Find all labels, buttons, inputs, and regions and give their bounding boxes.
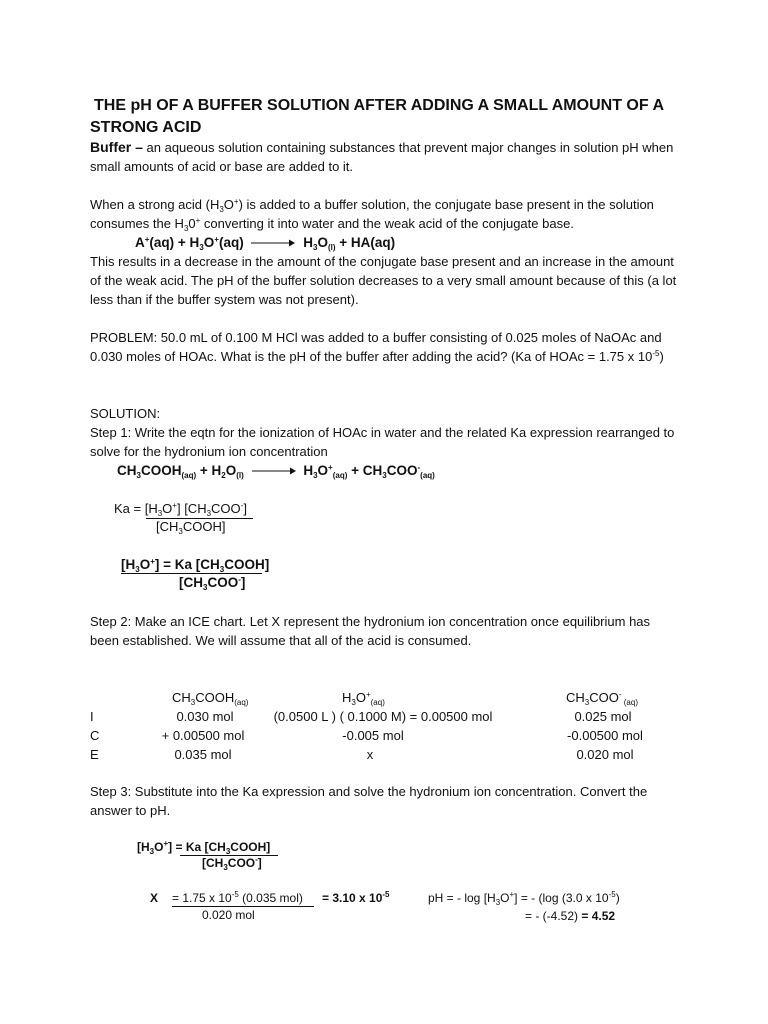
ph-d: ) (615, 891, 620, 905)
sup-plus: + (150, 557, 155, 566)
ka-coo: COO (211, 501, 241, 516)
sub-3: 3 (584, 698, 590, 707)
ice-cell: 0.020 mol (576, 747, 634, 762)
ice-cell: + 0.00500 mol (161, 728, 245, 743)
sub-3: 3 (157, 509, 163, 518)
sup-plus: + (365, 690, 371, 699)
ph-calculation-line1 (428, 889, 620, 908)
sup-minus: - (240, 501, 244, 510)
para1-text-a: When a strong acid (H (90, 197, 220, 212)
h3o-expression-denominator (179, 573, 245, 592)
ka-mid: ] [CH (176, 501, 207, 516)
final-num-b: (0.035 mol) (238, 891, 303, 905)
ice-label: C (90, 728, 100, 743)
ice-h1a: CH (172, 690, 191, 705)
ice-label: E (90, 747, 99, 762)
h3o-c: ] = Ka [CH (154, 557, 220, 572)
ice-cell: x (366, 747, 374, 762)
sup-minus: - (618, 690, 622, 699)
s3-den-c: ] (257, 856, 262, 870)
ph-c: ] = - (log (3.0 x 10 (514, 891, 609, 905)
para1-text-d: 0 (188, 216, 196, 231)
sub-3: 3 (135, 565, 140, 574)
sub-3: 3 (225, 847, 231, 856)
sup-plus: + (195, 216, 201, 225)
sub-3: 3 (183, 224, 189, 233)
rxn1-p4: + HA(aq) (335, 235, 396, 250)
rxn2-p6: (aq) (420, 471, 435, 480)
ice-cell: 0.025 mol (574, 709, 632, 724)
rxn1-a1: A (135, 235, 145, 250)
ph-calculation-line2 (525, 907, 615, 926)
solution-label: SOLUTION: (90, 406, 161, 421)
step-3: Step 3: Substitute into the Ka expression and solve the hydronium ion concentration. Convert the answer to pH. (90, 784, 648, 818)
ice-header-h3o (342, 688, 385, 707)
ice-h2a: H (342, 690, 352, 705)
rxn2-r1: CH (117, 463, 137, 478)
step-1: Step 1: Write the eqtn for the ionization of HOAc in water and the related Ka expression rearranged to solve for the hydronium ion concentration (90, 425, 675, 459)
ph-exp: -5 (608, 890, 616, 899)
sup-plus: + (509, 890, 515, 899)
rxn2-r2: COOH (140, 463, 182, 478)
s3-c: ] = Ka [CH (168, 840, 226, 854)
final-result-exp: -5 (382, 890, 390, 899)
rxn2-r5: O (225, 463, 237, 478)
ph-a: pH = - log [H (428, 891, 496, 905)
rxn2-p3: (aq) (332, 471, 348, 480)
final-num-exp: -5 (231, 890, 239, 899)
sub-3: 3 (382, 471, 387, 480)
problem-text: PROBLEM: 50.0 mL of 0.100 M HCl was added to a buffer consisting of 0.025 moles of NaOAc and 0.030 moles of HOAc. What is the pH of the buffer after adding the acid? (Ka of HOAc = 1.75 x 10 (90, 330, 662, 364)
ice-cell: 0.035 mol (174, 747, 232, 762)
rxn1-a2: (aq) + H (149, 235, 200, 250)
sub-3: 3 (149, 847, 155, 856)
h3o-d: COOH] (224, 557, 270, 572)
s3-den-b: COO (227, 856, 256, 870)
sup-minus: - (238, 575, 241, 584)
s3-b: O (154, 840, 164, 854)
sub-2: 2 (221, 471, 226, 480)
ka-o: O (162, 501, 173, 516)
ice-header-ch3coo (566, 688, 638, 707)
rxn1-a4: (aq) (218, 235, 244, 250)
ka-expression-numerator (114, 499, 247, 518)
problem-exp: -5 (652, 349, 660, 358)
buffer-definition (90, 138, 680, 176)
ice-h1b: COOH (195, 690, 235, 705)
sup-minus: - (417, 463, 421, 472)
ice-cell: 0.030 mol (176, 709, 234, 724)
sup-plus: + (172, 501, 177, 510)
sub-3: 3 (206, 509, 212, 518)
reaction-arrow-icon (251, 239, 295, 247)
step3-h3o-denominator (202, 854, 262, 873)
h3o-den-c: ] (240, 575, 246, 590)
buffer-def-text: an aqueous solution containing substances that prevent major changes in solution pH when small amounts of acid or base are added to it. (90, 140, 674, 174)
sub-3: 3 (313, 471, 318, 480)
ph2-a: = - (-4.52) (525, 909, 582, 923)
final-num-a: = 1.75 x 10 (172, 891, 232, 905)
rxn2-r6: (l) (236, 471, 244, 480)
rxn2-r3: (aq) (181, 471, 197, 480)
final-result (322, 889, 390, 908)
ice-label: I (90, 709, 94, 724)
sub-3: 3 (178, 527, 183, 536)
problem-end: ) (659, 349, 664, 364)
para1-text-b: O (223, 197, 234, 212)
rxn2-r4: + H (196, 463, 222, 478)
ice-h3a: CH (566, 690, 585, 705)
problem-statement (90, 328, 680, 366)
ice-header-ch3cooh (172, 688, 248, 707)
sup-plus: + (328, 463, 333, 472)
buffer-term: Buffer – (90, 139, 143, 155)
step-2: Step 2: Make an ICE chart. Let X represent the hydronium ion concentration once equilibrium has been established. We will assume that all of the acid is consumed. (90, 614, 651, 648)
h3o-den-b: COO (207, 575, 239, 590)
reaction-ionization (117, 461, 435, 480)
sub-3: 3 (219, 565, 225, 574)
s3-den-a: [CH (202, 856, 224, 870)
ice-h2c: (aq) (370, 698, 385, 707)
reaction-acid-base (135, 233, 395, 252)
ka-expression-denominator (156, 517, 225, 536)
ice-h1c: (aq) (234, 698, 249, 707)
sub-3: 3 (199, 243, 204, 252)
h3o-den-a: [CH (179, 575, 203, 590)
sub-3: 3 (219, 205, 224, 214)
paragraph-strong-acid (90, 195, 680, 233)
sub-3: 3 (190, 698, 196, 707)
ka-den-b: COOH] (182, 519, 226, 534)
sup-minus: - (255, 855, 258, 864)
rxn1-a3: O (203, 235, 215, 250)
reaction-arrow-icon (252, 467, 296, 475)
ka-den-a: [CH (156, 519, 179, 534)
sub-2: 3 (312, 243, 318, 252)
sub-3: 3 (223, 863, 228, 872)
ice-h3c: (aq) (621, 698, 638, 707)
ice-cell: (0.0500 L ) ( 0.1000 M) = 0.00500 mol (273, 709, 493, 724)
s3-a: [H (137, 840, 150, 854)
ice-cell: -0.005 mol (342, 728, 404, 743)
title-line-1: THE pH OF A BUFFER SOLUTION AFTER ADDING A SMALL AMOUNT OF A (94, 97, 665, 114)
ice-cell: -0.00500 mol (567, 728, 643, 743)
ice-h2b: O (355, 690, 366, 705)
sup-plus: + (233, 197, 239, 206)
sup-plus: + (163, 839, 169, 848)
h3o-b: O (139, 557, 151, 572)
ph-answer: = 4.52 (581, 909, 616, 923)
sup-plus: + (214, 235, 219, 244)
rxn2-p4: + CH (347, 463, 383, 478)
ph-b: O (500, 891, 510, 905)
para1-text-c: ) is added to a buffer solution, the conjugate base present in the solution consumes the H (90, 197, 654, 231)
ice-h3b: COO (589, 690, 619, 705)
sup-plus: + (144, 235, 150, 244)
sub-3: 3 (203, 583, 208, 592)
paragraph-result: This results in a decrease in the amount of the conjugate base present and an increase in the amount of the weak acid. The pH of the buffer solution decreases to a very small amount because of this (a lot less than if the buffer system was not present). (90, 254, 677, 307)
final-denominator: 0.020 mol (202, 908, 255, 922)
para1-text-e: converting it into water and the weak acid of the conjugate base. (200, 216, 574, 231)
sub-3: 3 (351, 698, 356, 707)
ka-end: ] (243, 501, 247, 516)
rxn2-p2: O (317, 463, 329, 478)
final-result-a: = 3.10 x 10 (322, 891, 383, 905)
sub-3: 3 (136, 471, 141, 480)
rxn1-p1: H (303, 235, 313, 250)
rxn1-p3: (l) (327, 243, 336, 252)
rxn2-p1: H (303, 463, 314, 478)
rxn2-p5: COO (386, 463, 418, 478)
h3o-a: [H (121, 557, 136, 572)
s3-d: COOH] (230, 840, 271, 854)
final-x-label: X (150, 891, 159, 905)
rxn1-p2: O (317, 235, 328, 250)
title-line-2: STRONG ACID (90, 119, 202, 136)
ka-lhs: Ka = [H (114, 501, 158, 516)
h3o-expression-numerator (121, 555, 269, 574)
sub-3: 3 (495, 898, 501, 907)
